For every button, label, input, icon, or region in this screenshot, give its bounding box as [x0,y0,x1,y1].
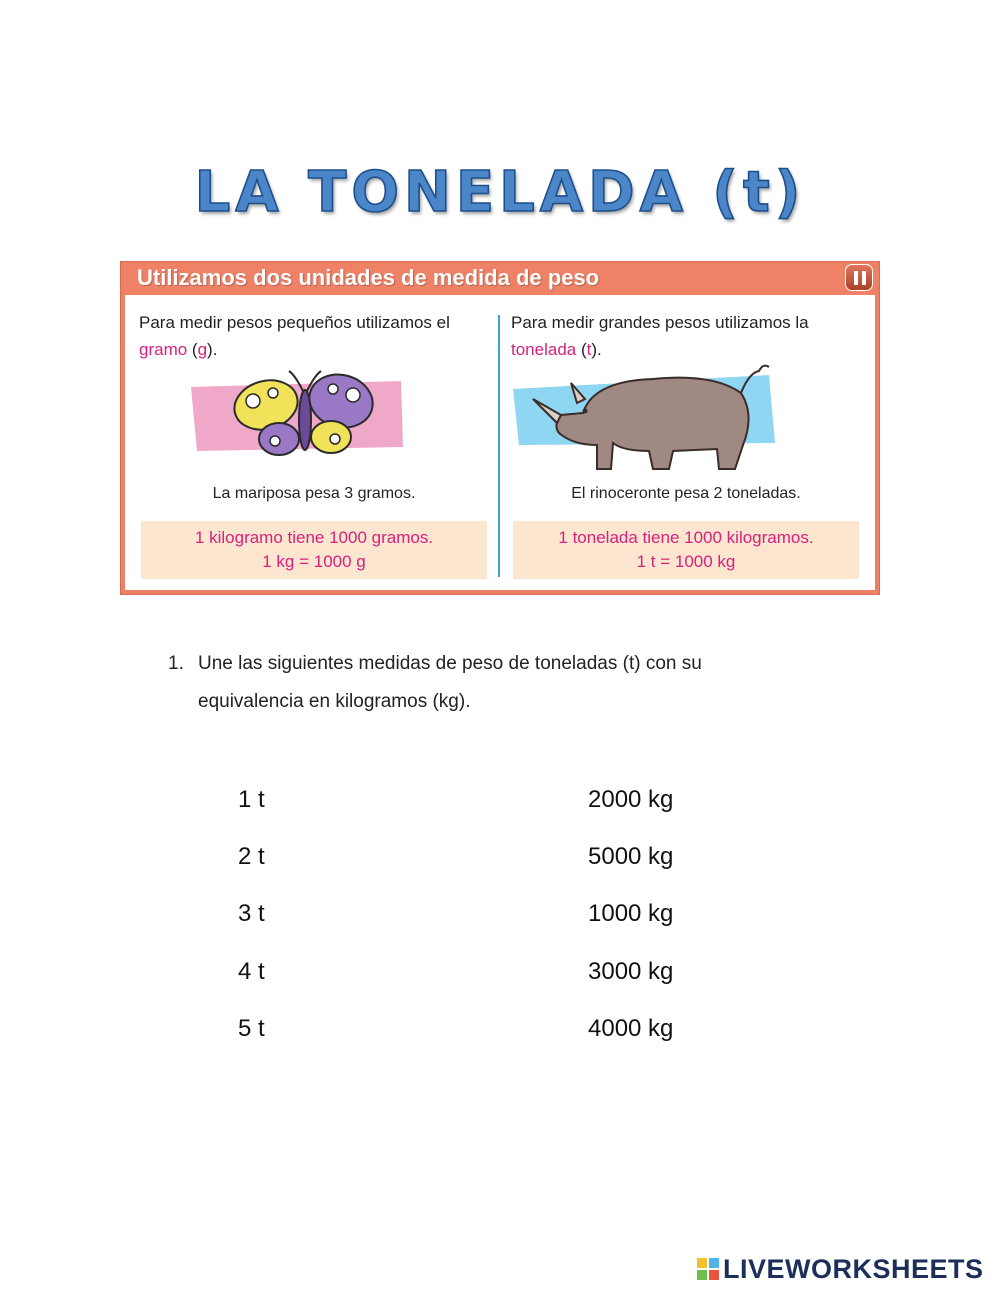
panel-body [125,295,875,590]
butterfly-caption: La mariposa pesa 3 gramos. [212,485,416,502]
pause-button[interactable] [845,264,873,291]
match-right-item[interactable]: 1000 kg [588,900,674,927]
match-left-item[interactable]: 2 t [238,843,265,870]
page-title: LA TONELADA (t) [194,160,806,225]
exercise-text: Une las siguientes medidas de peso de toneladas (t) con su equivalencia en kilogramos (kg). [198,653,702,712]
butterfly-illustration [191,365,411,475]
match-right-item[interactable]: 2000 kg [588,786,674,813]
match-right-item[interactable]: 5000 kg [588,843,674,870]
match-left-item[interactable]: 5 t [238,1015,265,1042]
match-right-item[interactable]: 3000 kg [588,958,674,985]
tonnes-column [507,295,865,590]
grams-fact-box: 1 kilogramo tiene 1000 gramos. 1 kg = 1000 g [141,521,487,579]
gram-term: gramo [139,340,188,359]
grams-column [135,295,493,590]
gram-unit: g [197,340,208,359]
pause-icon [854,271,866,285]
rhino-caption: El rinoceronte pesa 2 toneladas. [571,485,801,502]
column-divider [498,315,500,577]
tonne-term: tonelada [511,340,577,359]
logo-text: LIVEWORKSHEETS [723,1254,984,1284]
logo-blocks-icon [697,1258,719,1280]
match-left-item[interactable]: 3 t [238,900,265,927]
match-left-item[interactable]: 1 t [238,786,265,813]
exercise-number: 1. [168,653,184,674]
tonnes-intro: Para medir grandes pesos utilizamos la tonelada (t). [511,313,809,359]
info-panel [120,261,880,595]
tonnes-fact-box: 1 tonelada tiene 1000 kilogramos. 1 t = 1000 kg [513,521,859,579]
panel-header [121,262,879,294]
panel-header-text: Utilizamos dos unidades de medida de peso [137,265,600,290]
tonne-unit: t [586,340,592,359]
match-right-item[interactable]: 4000 kg [588,1015,674,1042]
match-left-item[interactable]: 4 t [238,958,265,985]
rhino-illustration [513,353,783,483]
grams-intro: Para medir pesos pequeños utilizamos el gramo (g). [139,313,450,359]
